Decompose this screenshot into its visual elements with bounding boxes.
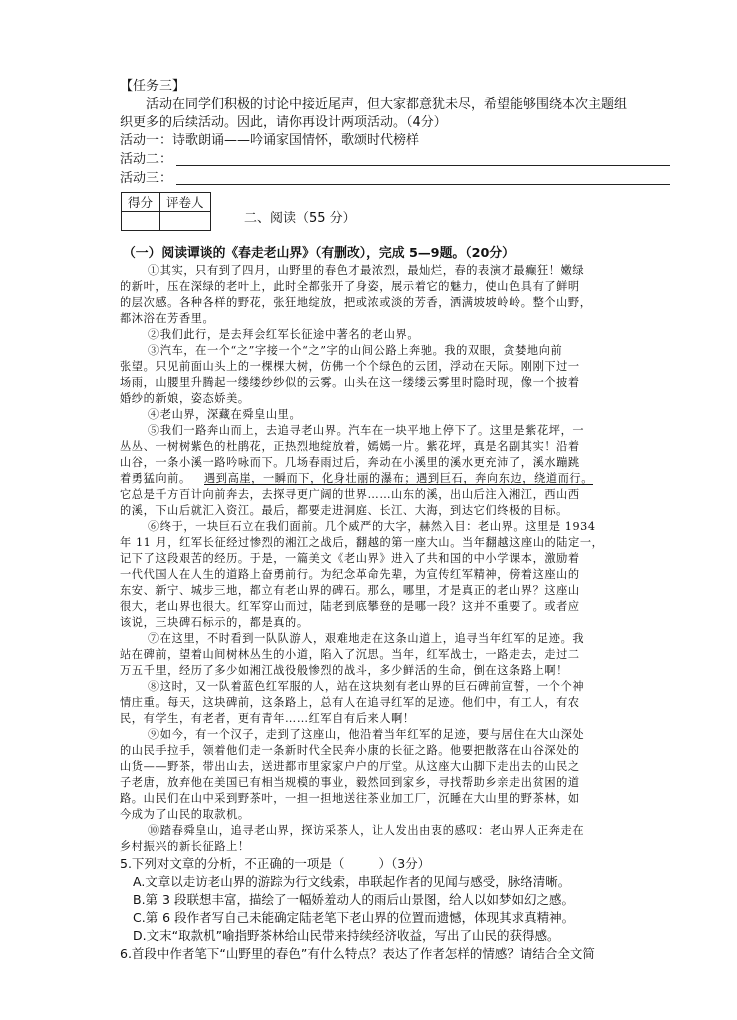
article-line: 一代代国人在人生的道路上奋勇前行。为纪念革命先辈，为宣传红军精神，傍着这座山的	[120, 568, 580, 581]
article-line: 该说，三块碑石标示的，都是真的。	[120, 616, 309, 629]
question-5-points: ）（3分）	[378, 856, 431, 871]
activity-two-answer-line[interactable]	[176, 165, 670, 166]
option-b: B.第 3 段联想丰富，描绘了一幅娇羞动人的雨后山景图，给人以如梦如幻之感。	[133, 892, 574, 907]
article-line: 丛丛、一树树紫色的杜鹃花，正热烈地绽放着，嫣嫣一片。紫花坪，真是名副其实！沿着	[120, 440, 580, 453]
article-line: 着勇猛向前。	[120, 472, 191, 485]
activity-two-label: 活动二：	[120, 152, 173, 167]
article-line: 子老唐，放弃他在美国已有相当规模的事业，毅然回到家乡，寻找帮助乡亲走出贫困的道	[120, 776, 580, 789]
article-line: ⑨如今，有一个汉子，走到了这座山，他沿着当年红军的足迹，要与居住在大山深处	[148, 728, 585, 741]
question-6-stem: 6.首段中作者笔下“山野里的春色”有什么特点？表达了作者怎样的情感？请结合全文简	[120, 946, 595, 961]
article-line: 路。山民们在山中采到野茶叶，一担一担地送往茶业加工厂，沉睡在大山里的野茶林，如	[120, 792, 580, 805]
question-5-answer-blank[interactable]	[344, 856, 378, 872]
activity-three-label: 活动三：	[120, 171, 173, 186]
article-line: 乡村振兴的新长征路上！	[120, 840, 250, 853]
article-line: 年 11 月，红军长征经过惨烈的湘江之战后，翻越的第一座大山。当年翻越这座山的陆定一，	[120, 536, 604, 549]
article-line: 情庄重。每天，这块碑前，这条路上，总有人在追寻红军的足迹。他们中，有工人，有农	[120, 696, 580, 709]
article-line: ⑦在这里，不时看到一队队游人，艰难地走在这条山道上，追寻当年红军的足迹。我	[148, 632, 585, 645]
question-5-stem	[120, 856, 430, 872]
task3-header: 【任务三】	[120, 79, 186, 94]
article-line: 婚纱的新娘，姿态娇美。	[120, 392, 250, 405]
grader-cell-blank[interactable]	[160, 212, 211, 231]
article-line: ③汽车，在一个“之”字接一个“之”字的山间公路上奔驰。我的双眼，贪婪地向前	[148, 344, 563, 357]
option-a: A.文章以走访老山界的游踪为行文线索，串联起作者的见闻与感受，脉络清晰。	[133, 874, 571, 889]
reading-part1-title: （一）阅读谭谈的《春走老山界》（有删改），完成 5—9题。（20分）	[123, 246, 515, 261]
article-line: 民，有学生，有老者，更有青年……红军自有后来人啊！	[120, 712, 415, 725]
score-cell-label: 得分	[122, 193, 160, 212]
article-line: 都沐浴在芳香里。	[120, 312, 215, 325]
article-line: 站在碑前，望着山间树林丛生的小道，陷入了沉思。当年，红军战士，一路走去，走过二	[120, 648, 580, 661]
article-line: 东安、新宁、城步三地，都立有老山界的碑石。那么，哪里，才是真正的老山界？这座山	[120, 584, 580, 597]
article-line: 山谷，一条小溪一路吟咏而下。几场春雨过后，奔动在小溪里的溪水更充沛了，溪水蹦跳	[120, 456, 580, 469]
article-line: ①其实，只有到了四月，山野里的春色才最浓烈，最灿烂，春的表演才最癫狂！嫩绿	[148, 264, 585, 277]
article-line: 万五千里，经历了多少如湘江战役般惨烈的战斗，多少鲜活的生命，倒在这条路上啊！	[120, 664, 568, 677]
option-c: C.第 6 段作者写自己未能确定陆老笔下老山界的位置而遗憾，体现其求真精神。	[133, 910, 575, 925]
article-line: ⑩踏春舜皇山，追寻老山界，探访采茶人，让人发出由衷的感叹：老山界人正奔走在	[148, 824, 585, 837]
article-line: 张望。只见前面山头上的一棵棵大树，仿佛一个个绿色的云团，浮动在天际。刚刚下过一	[120, 360, 580, 373]
article-line: 的新叶，压在深绿的老叶上，此时全都张开了身姿，展示着它的魅力，使山色具有了鲜明	[120, 280, 580, 293]
article-line: 今成为了山民的取款机。	[120, 808, 250, 821]
grader-cell-label: 评卷人	[160, 193, 211, 212]
task3-intro-line1: 活动在同学们积极的讨论中接近尾声，但大家都意犹未尽，希望能够围绕本次主题组	[146, 97, 628, 112]
question-5-stem-text: 5.下列对文章的分析，不正确的一项是（	[120, 856, 345, 871]
article-line: 的层次感。各种各样的野花，张狂地绽放，把或浓或淡的芳香，洒满坡坡岭岭。整个山野，	[120, 296, 592, 309]
score-cell-blank[interactable]	[122, 212, 160, 231]
activity-three-answer-line[interactable]	[176, 184, 670, 185]
article-line: 山货——野茶，带出山去，送进都市里家家户户的厅堂。从这座大山脚下走出去的山民之	[120, 760, 580, 773]
article-line: 很大，老山界也很大。红军穿山而过，陆老到底攀登的是哪一段？这并不重要了。或者应	[120, 600, 580, 613]
article-line: ⑥终于，一块巨石立在我们面前。几个威严的大字，赫然入目：老山界。这里是 1934	[148, 520, 596, 533]
activity-one: 活动一：诗歌朗诵——吟诵家国情怀，歌颂时代榜样	[120, 133, 420, 148]
article-line: ⑧这时，又一队着蓝色红军服的人，站在这块刻有老山界的巨石碑前宣誓，一个个神	[148, 680, 585, 693]
article-line: 记下了这段艰苦的经历。于是，一篇美文《老山界》进入了共和国的中小学课本，激励着	[120, 552, 580, 565]
score-table	[121, 192, 211, 231]
article-line: 的山民手拉手，领着他们走一条新时代全民奔小康的长征之路。他要把散落在山谷深处的	[120, 744, 580, 757]
article-line: ②我们此行，是去拜会红军长征途中著名的老山界。	[148, 328, 420, 341]
article-line: ④老山界，深藏在舜皇山里。	[148, 408, 302, 421]
article-line: 场雨，山腰里升腾起一缕缕纱纱似的云雾。山头在这一缕缕云雾里时隐时现，像一个披着	[120, 376, 580, 389]
article-line: ⑤我们一路奔山而上，去追寻老山界。汽车在一块平地上停下了。这里是紫花坪，一	[148, 424, 585, 437]
underlined-sentence: 遇到高崖，一瞬而下，化身壮丽的瀑布；遇到巨石，奔向东边，绕道而行。	[204, 472, 593, 485]
article-line: 的溪，下山后就汇入资江。最后，都要走进洞庭、长江、大海，到达它们终极的目标。	[120, 504, 568, 517]
section-two-title: 二、阅读（55 分）	[244, 211, 356, 226]
option-d: D.文末“取款机”喻指野茶林给山民带来持续经济收益，写出了山民的获得感。	[133, 928, 560, 943]
article-line: 它总是千方百计向前奔去，去探寻更广阔的世界……山东的溪，出山后注入湘江，西山西	[120, 488, 580, 501]
task3-intro-line2: 织更多的后续活动。因此，请你再设计两项活动。（4分）	[120, 115, 447, 130]
